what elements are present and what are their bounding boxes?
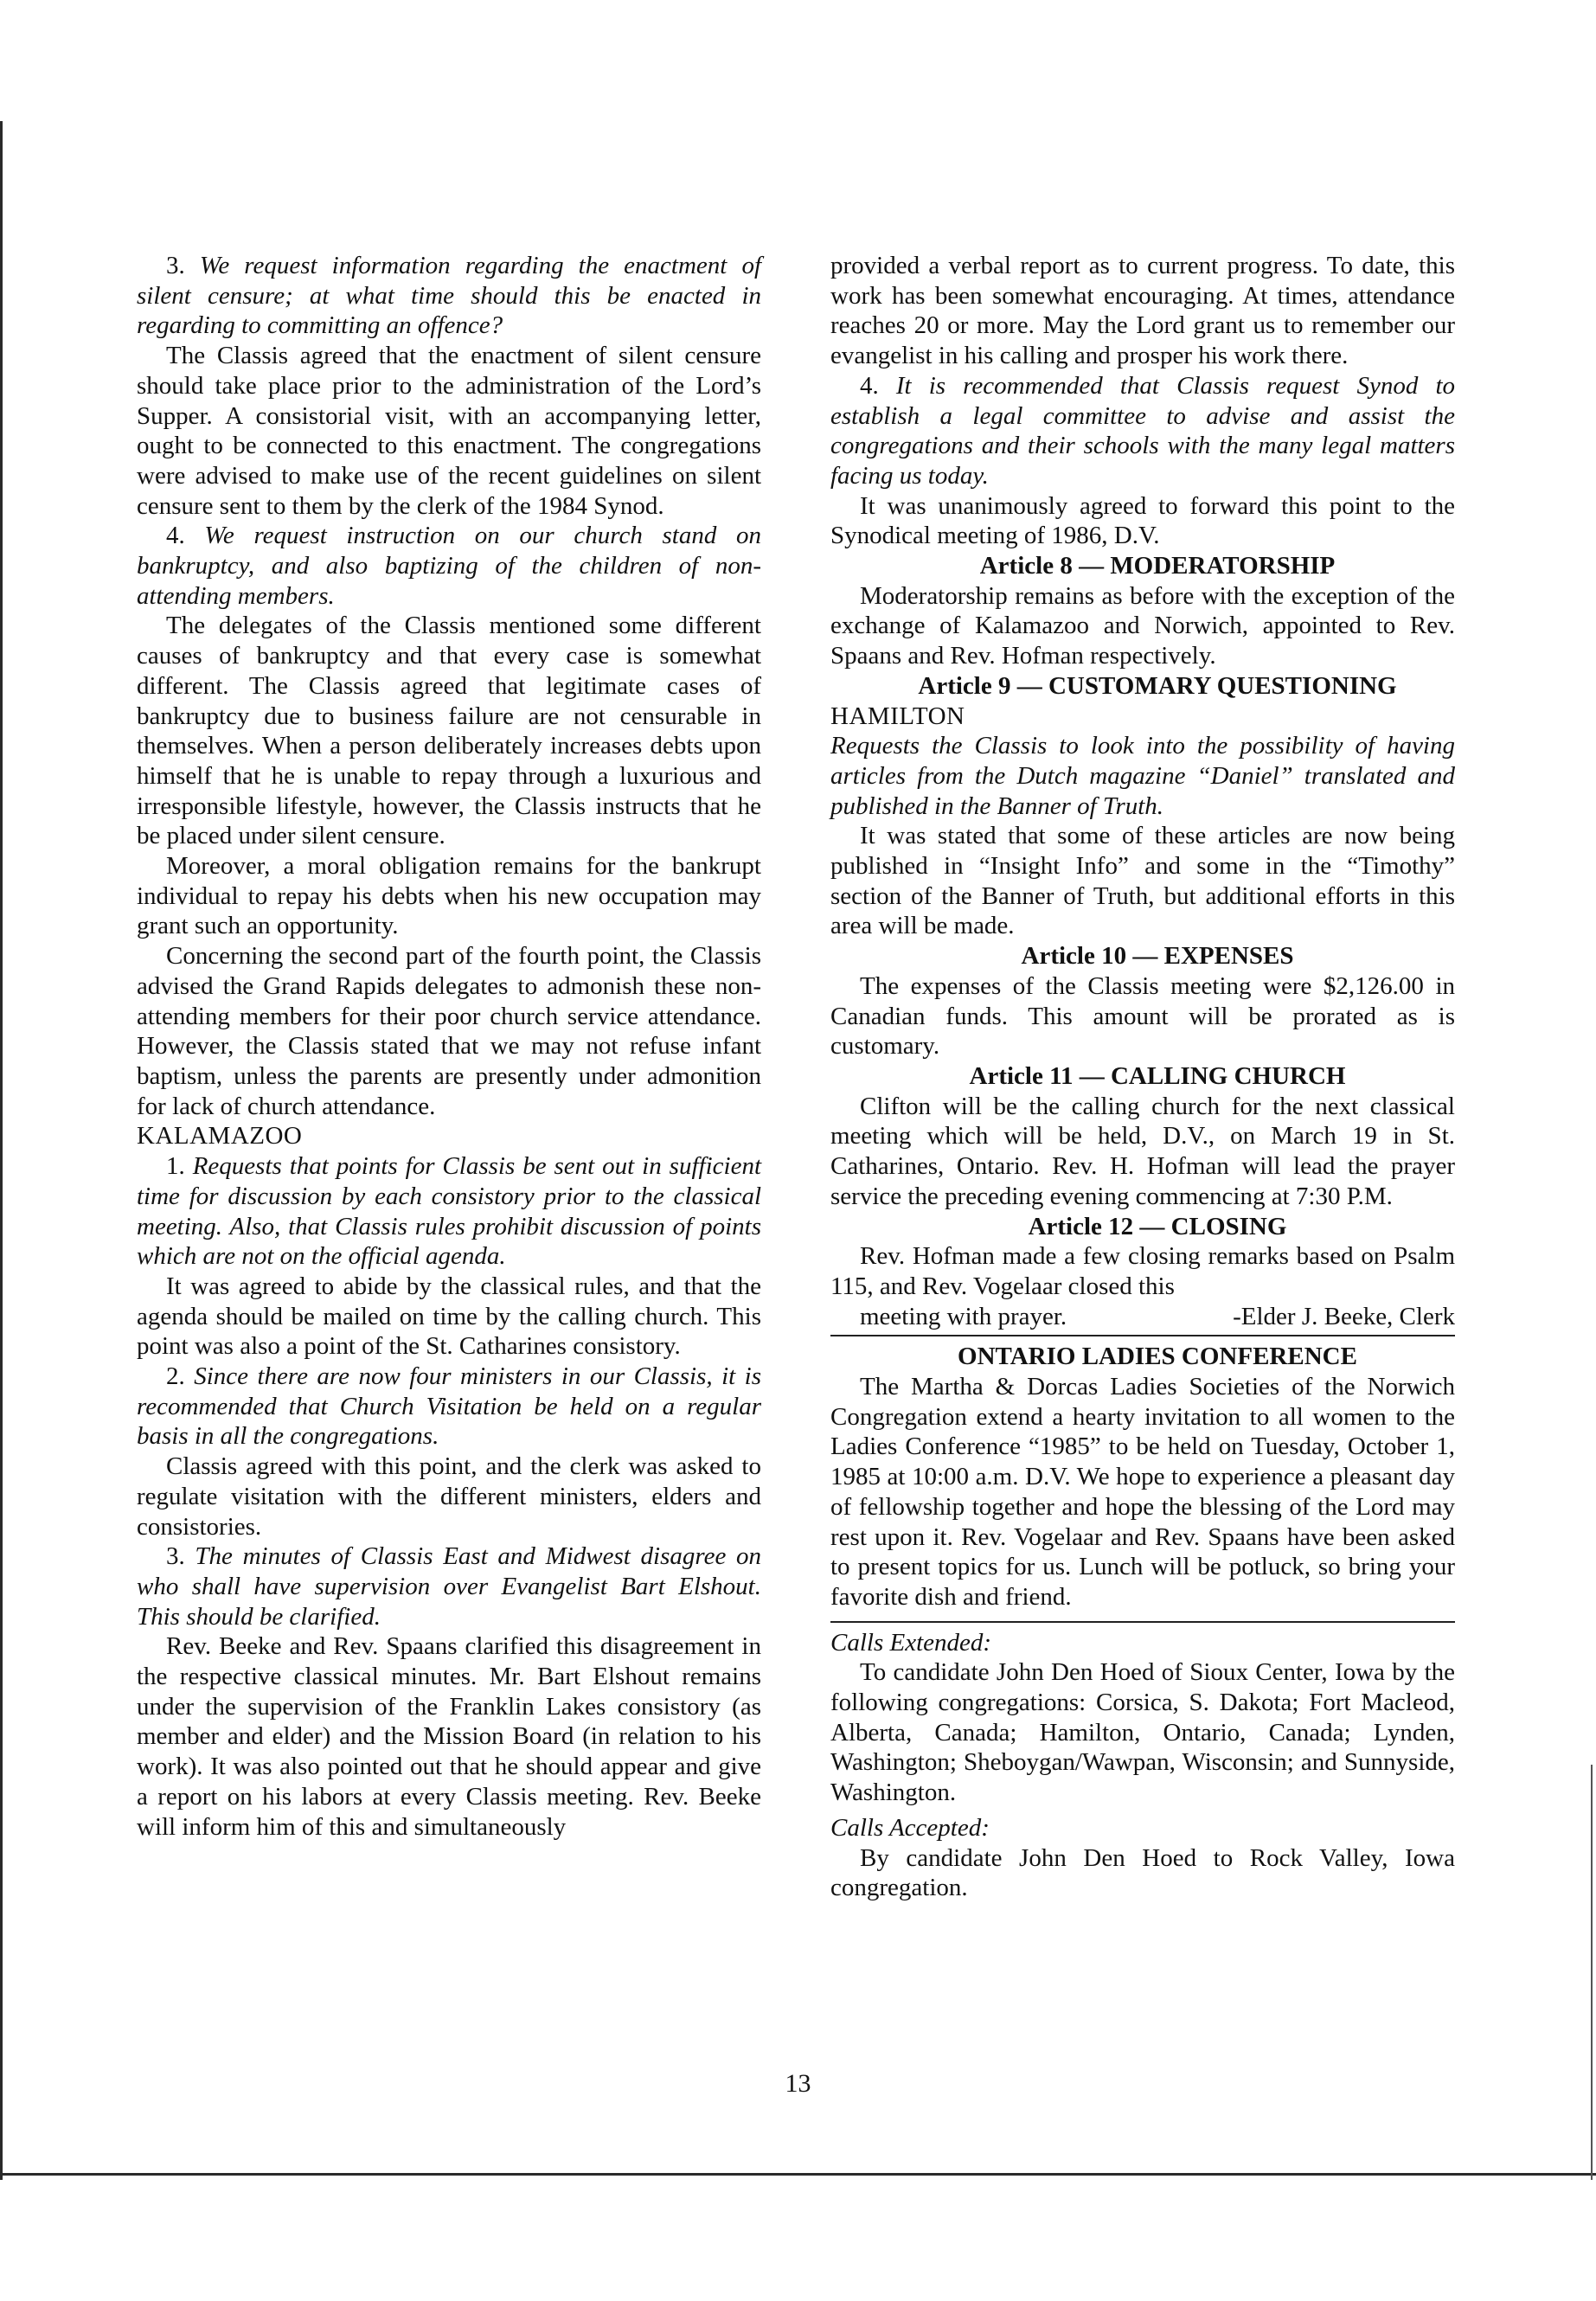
article-9-heading: Article 9 — CUSTOMARY QUESTIONING	[918, 671, 1397, 700]
kalamazoo-3-answer: Rev. Beeke and Rev. Spaans clarified this disagreement in the respective classical minutes. Mr. Bart Elshout remains under the supervision of the Franklin Lakes consistory (as member and elder) and the Mission Board (in relation to his work). It was also pointed out that he should appear and give a report on his labors at every Classis meeting. Rev. Beeke will inform him of this and simultaneously	[137, 1632, 761, 1841]
right-column	[830, 251, 1455, 1903]
ontario-ladies-text: The Martha & Dorcas Ladies Societies of the Norwich Congregation extend a hearty invitation to all women to the Ladies Conference “1985” to be held on Tuesday, October 1, 1985 at 10:00 a.m. D.V. We hope to experience a pleasant day of fellowship together and hope the blessing of the Lord may rest upon it. Rev. Vogelaar and Rev. Spaans have been asked to present topics for us. Lunch will be potluck, so bring your favorite dish and friend.	[830, 1373, 1455, 1611]
point-3-answer: The Classis agreed that the enactment of silent censure should take place prior to the administration of the Lord’s Supper. A consistorial visit, with an accompanying letter, ought to be connected to this enactment. The congregations were advised to make use of the recent guidelines on silent censure sent to them by the clerk of the 1984 Synod.	[137, 342, 761, 520]
left-column	[137, 251, 761, 1842]
calls-extended-heading: Calls Extended:	[830, 1628, 992, 1657]
section-kalamazoo: KALAMAZOO	[137, 1122, 303, 1150]
calls-accepted-text: By candidate John Den Hoed to Rock Valley, Iowa congregation.	[830, 1843, 1455, 1902]
page-number: 13	[785, 2069, 811, 2098]
article-12-text: Rev. Hofman made a few closing remarks based on Psalm 115, and Rev. Vogelaar closed this	[830, 1242, 1455, 1300]
section-divider	[830, 1621, 1455, 1623]
kalamazoo-1-question: 1. Requests that points for Classis be sent out in sufficient time for discussion by each consistory prior to the classical meeting. Also, that Classis rules prohibit discussion of points which are not on the official agenda.	[137, 1152, 761, 1271]
kalamazoo-1-answer: It was agreed to abide by the classical rules, and that the agenda should be mailed on time by the calling church. This point was also a point of the St. Catharines consistory.	[137, 1272, 761, 1361]
article-9-answer: It was stated that some of these articles are now being published in “Insight Info” and some in the “Timothy” section of the Banner of Truth, but additional efforts in this area will be made.	[830, 822, 1455, 940]
article-10-heading: Article 10 — EXPENSES	[1021, 942, 1294, 971]
point-4-second-part: Concerning the second part of the fourth point, the Classis advised the Grand Rapids delegates to admonish these non-attending members for their poor church service attendance. However, the Classis stated that we may not refuse infant baptism, unless the parents are presently under admonition for lack of church attendance.	[137, 942, 761, 1120]
scan-edge-right	[1591, 1765, 1593, 2180]
closing-text: meeting with prayer.	[860, 1302, 1067, 1330]
point-4-moral: Moreover, a moral obligation remains for the bankrupt individual to repay his debts when his new occupation may grant such an opportunity.	[137, 852, 761, 940]
point-4-synod-answer: It was unanimously agreed to forward this point to the Synodical meeting of 1986, D.V.	[830, 491, 1455, 550]
clerk-signature: -Elder J. Beeke, Clerk	[1233, 1302, 1455, 1330]
article-11-text: Clifton will be the calling church for the next classical meeting which will be held, D.V., on March 19 in St. Catharines, Ontario. Rev. H. Hofman will lead the prayer service the preceding evening commencing at 7:30 P.M.	[830, 1092, 1455, 1210]
closing-signature-line	[830, 1302, 1455, 1337]
calls-extended-text: To candidate John Den Hoed of Sioux Center, Iowa by the following congregations: Corsica, S. Dakota; Fort Macleod, Alberta, Canada; Hamilton, Ontario, Canada; Lynden, Washington; Sheboygan/Wawpan, Wisconsin; and Sunnyside, Washington.	[830, 1658, 1455, 1807]
article-9-question: Requests the Classis to look into the possibility of having articles from the Dutch magazine “Daniel” translated and published in the Banner of Truth.	[830, 732, 1455, 820]
section-hamilton: HAMILTON	[830, 702, 965, 730]
article-10-text: The expenses of the Classis meeting were $2,126.00 in Canadian funds. This amount will be prorated as is customary.	[830, 971, 1455, 1061]
point-4-synod-question: 4. It is recommended that Classis request Synod to establish a legal committee to advise and assist the congregations and their schools with the many legal matters facing us today.	[830, 371, 1455, 490]
point-4-question: 4. We request instruction on our church stand on bankruptcy, and also baptizing of the children of non-attending members.	[137, 522, 761, 610]
point-3-question: 3. We request information regarding the enactment of silent censure; at what time should this be enacted in regarding to committing an offence?	[137, 252, 762, 340]
calls-accepted-heading: Calls Accepted:	[830, 1813, 990, 1842]
kalamazoo-2-question: 2. Since there are now four ministers in our Classis, it is recommended that Church Visitation be held on a regular basis in all the congregations.	[137, 1362, 761, 1451]
article-11-heading: Article 11 — CALLING CHURCH	[969, 1061, 1346, 1090]
article-12-heading: Article 12 — CLOSING	[1028, 1212, 1287, 1240]
scan-edge-left	[0, 121, 3, 2180]
kalamazoo-2-answer: Classis agreed with this point, and the clerk was asked to regulate visitation with the different ministers, elders and consistories.	[137, 1452, 761, 1541]
point-4-answer: The delegates of the Classis mentioned some different causes of bankruptcy and that every case is somewhat different. The Classis agreed that legitimate cases of bankruptcy due to business failure are not censurable in themselves. When a person deliberately increases debts upon himself that he is unable to repay through a luxurious and irresponsible lifestyle, however, the Classis instructs that he be placed under silent censure.	[137, 612, 761, 850]
article-8-text: Moderatorship remains as before with the exception of the exchange of Kalamazoo and Norwich, appointed to Rev. Spaans and Rev. Hofman respectively.	[830, 581, 1455, 670]
continued-report: provided a verbal report as to current progress. To date, this work has been somewhat encouraging. At times, attendance reaches 20 or more. May the Lord grant us to remember our evangelist in his calling and prosper his work there.	[830, 252, 1455, 370]
ontario-ladies-heading: ONTARIO LADIES CONFERENCE	[958, 1343, 1357, 1371]
article-8-heading: Article 8 — MODERATORSHIP	[979, 552, 1336, 580]
scan-edge-bottom	[0, 2173, 1596, 2176]
kalamazoo-3-question: 3. The minutes of Classis East and Midwest disagree on who shall have supervision over Evangelist Bart Elshout. This should be clarified.	[137, 1542, 761, 1631]
